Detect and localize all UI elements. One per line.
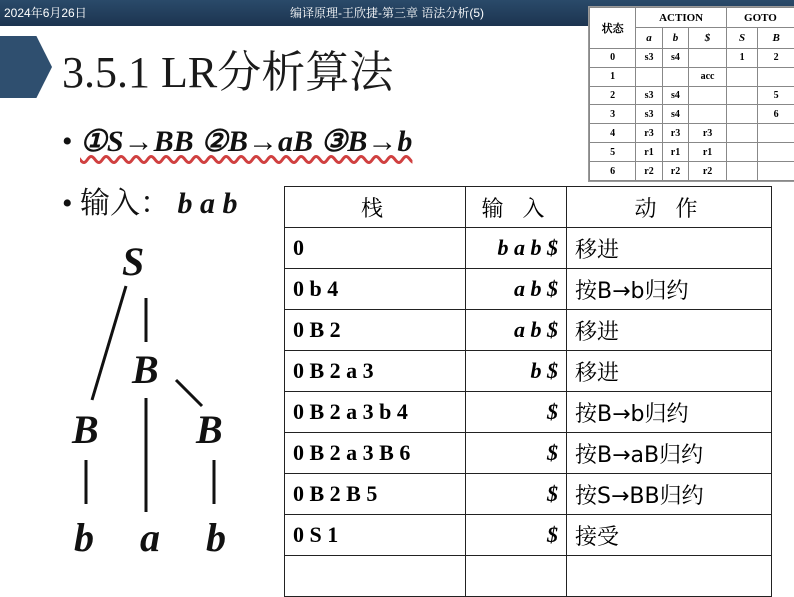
tree-node-mid: B [132, 346, 159, 393]
trace-row [285, 228, 772, 269]
mini-table-row [590, 162, 794, 181]
mini-table-cell: 1 [726, 48, 757, 67]
mini-table-cell: 0 [590, 48, 636, 67]
mini-table-row [590, 86, 794, 105]
col-header: $ [689, 28, 727, 48]
trace-cell-action: 移进 [567, 310, 772, 351]
trace-cell-action: 按B→aB归约 [567, 433, 772, 474]
mini-table-cell [758, 67, 794, 86]
tree-edge [176, 380, 202, 406]
mini-table-cell [726, 162, 757, 181]
grammar-text: ①S→BB ②B→aB ③B→b [80, 125, 412, 158]
mini-table-cell: 5 [758, 86, 794, 105]
trace-cell-input: a b $ [466, 269, 567, 310]
mini-table-cell: r2 [636, 162, 662, 181]
mini-table-cell [726, 86, 757, 105]
mini-table-cell: s3 [636, 48, 662, 67]
trace-cell-input: $ [466, 515, 567, 556]
tree-edge [92, 286, 126, 400]
tree-node-root: S [122, 238, 144, 285]
tree-leaf: b [206, 514, 226, 561]
mini-table-cell [689, 105, 727, 124]
trace-row [285, 556, 772, 597]
mini-table-cell: s4 [662, 105, 688, 124]
mini-table-cell [758, 143, 794, 162]
mini-table-cell [689, 48, 727, 67]
trace-cell-stack [285, 556, 466, 597]
mini-table-row [590, 124, 794, 143]
mini-table-cell: r1 [689, 143, 727, 162]
trace-cell-action [567, 556, 772, 597]
goto-header: GOTO [726, 8, 794, 28]
slide-title: 3.5.1 LR分析算法 [62, 36, 393, 100]
lr-parse-table [588, 6, 794, 182]
mini-table-cell: 4 [590, 124, 636, 143]
mini-table-row [590, 48, 794, 67]
trace-cell-input [466, 556, 567, 597]
mini-table-row [590, 143, 794, 162]
mini-table-cell [726, 105, 757, 124]
mini-table-cell [758, 124, 794, 143]
mini-table-cell [758, 162, 794, 181]
tree-node-left: B [72, 406, 99, 453]
trace-cell-action: 按B→b归约 [567, 269, 772, 310]
state-header: 状态 [590, 8, 636, 49]
mini-table-cell [726, 124, 757, 143]
mini-table-cell: 6 [758, 105, 794, 124]
trace-cell-stack: 0 B 2 B 5 [285, 474, 466, 515]
tree-node-right: B [196, 406, 223, 453]
trace-cell-action: 按B→b归约 [567, 392, 772, 433]
col-header: a [636, 28, 662, 48]
mini-table-cell: r3 [689, 124, 727, 143]
mini-table-cell: s4 [662, 48, 688, 67]
mini-table-row [590, 67, 794, 86]
trace-row [285, 310, 772, 351]
col-header: B [758, 28, 794, 48]
mini-table-cell [689, 86, 727, 105]
mini-table-cell: 1 [590, 67, 636, 86]
trace-cell-stack: 0 B 2 a 3 b 4 [285, 392, 466, 433]
input-value: b a b [178, 187, 238, 220]
stack-header: 栈 [285, 187, 466, 228]
trace-cell-stack: 0 b 4 [285, 269, 466, 310]
trace-cell-stack: 0 B 2 a 3 B 6 [285, 433, 466, 474]
grammar-bullet: • ①S→BB ②B→aB ③B→b [62, 124, 412, 159]
trace-cell-action: 移进 [567, 228, 772, 269]
trace-cell-input: $ [466, 474, 567, 515]
trace-row [285, 474, 772, 515]
trace-cell-action: 移进 [567, 351, 772, 392]
trace-row [285, 351, 772, 392]
input-header: 输 入 [466, 187, 567, 228]
mini-table-cell: r2 [662, 162, 688, 181]
mini-table-cell: 3 [590, 105, 636, 124]
mini-table-cell: s3 [636, 105, 662, 124]
mini-table-cell: r1 [662, 143, 688, 162]
trace-cell-action: 按S→BB归约 [567, 474, 772, 515]
header-title: 编译原理-王欣捷-第三章 语法分析(5) [290, 4, 484, 21]
input-label: 输入： [80, 187, 170, 220]
mini-table-cell: r1 [636, 143, 662, 162]
parse-trace-table [284, 186, 772, 584]
trace-cell-stack: 0 B 2 a 3 [285, 351, 466, 392]
mini-table-cell: acc [689, 67, 727, 86]
mini-table-cell [726, 67, 757, 86]
parse-tree [40, 230, 280, 570]
mini-table-cell: r3 [636, 124, 662, 143]
trace-cell-stack: 0 B 2 [285, 310, 466, 351]
tree-leaf: a [140, 514, 160, 561]
mini-table-cell: r2 [689, 162, 727, 181]
trace-cell-input: b a b $ [466, 228, 567, 269]
mini-table-cell [662, 67, 688, 86]
trace-row [285, 269, 772, 310]
trace-row [285, 433, 772, 474]
trace-cell-input: $ [466, 392, 567, 433]
action-header: ACTION [636, 8, 727, 28]
trace-cell-input: b $ [466, 351, 567, 392]
action-col-header: 动 作 [567, 187, 772, 228]
mini-table-cell: s3 [636, 86, 662, 105]
col-header: S [726, 28, 757, 48]
tree-leaf: b [74, 514, 94, 561]
trace-cell-input: $ [466, 433, 567, 474]
trace-cell-action: 接受 [567, 515, 772, 556]
mini-table-cell: 6 [590, 162, 636, 181]
trace-row [285, 515, 772, 556]
col-header: b [662, 28, 688, 48]
input-bullet: • 输入： b a b [62, 178, 238, 222]
trace-cell-input: a b $ [466, 310, 567, 351]
trace-cell-stack: 0 [285, 228, 466, 269]
mini-table-cell: 5 [590, 143, 636, 162]
mini-table-cell [726, 143, 757, 162]
trace-row [285, 392, 772, 433]
mini-table-cell: 2 [590, 86, 636, 105]
mini-table-cell: 2 [758, 48, 794, 67]
mini-table-row [590, 105, 794, 124]
header-date: 2024年6月26日 [4, 4, 87, 21]
mini-table-cell: r3 [662, 124, 688, 143]
mini-table-cell [636, 67, 662, 86]
trace-cell-stack: 0 S 1 [285, 515, 466, 556]
mini-table-cell: s4 [662, 86, 688, 105]
title-arrow-decoration [0, 36, 52, 98]
